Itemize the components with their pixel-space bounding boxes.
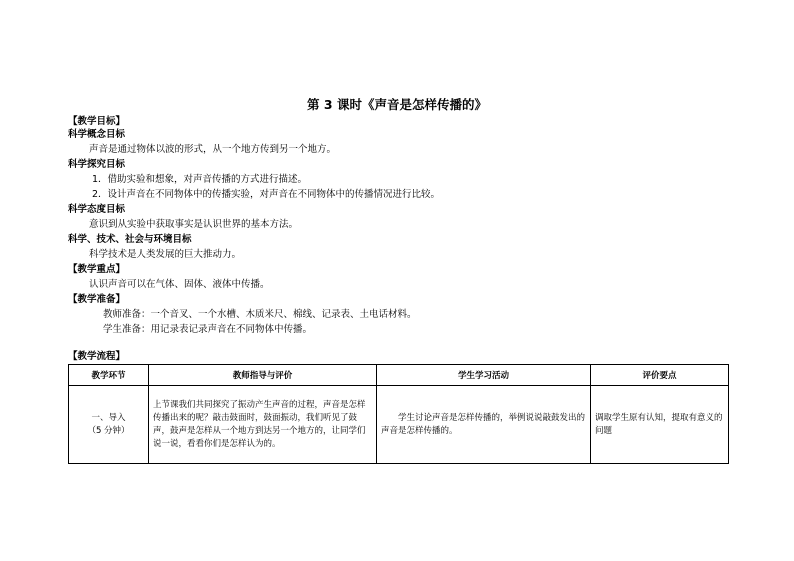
attitude-text: 意识到从实验中获取事实是认识世界的基本方法。 <box>89 219 299 230</box>
inquiry-item-2: 2．设计声音在不同物体中的传播实验，对声音在不同物体中的传播情况进行比较。 <box>92 189 441 200</box>
column-header-stage: 教学环节 <box>69 365 149 386</box>
student-preparation: 学生准备：用记录表记录声音在不同物体中传播。 <box>103 324 313 335</box>
inquiry-item-1: 1．借助实验和想象，对声音传播的方式进行描述。 <box>92 174 308 185</box>
attitude-heading: 科学态度目标 <box>68 204 126 215</box>
evaluation-cell: 调取学生原有认知，提取有意义的问题 <box>591 386 729 464</box>
key-points-text: 认识声音可以在气体、固体、液体中传播。 <box>89 279 270 290</box>
table-row <box>69 386 729 464</box>
flow-heading: 【教学流程】 <box>68 351 126 362</box>
stage-duration: （5 分钟） <box>87 425 130 436</box>
column-header-evaluation: 评价要点 <box>591 365 729 386</box>
column-header-student: 学生学习活动 <box>377 365 591 386</box>
concept-heading: 科学概念目标 <box>68 129 126 140</box>
teacher-preparation: 教师准备：一个音叉、一个水槽、木质米尺、棉线、记录表、土电话材料。 <box>103 309 417 320</box>
inquiry-heading: 科学探究目标 <box>68 159 126 170</box>
page-title: 第 3 课时《声音是怎样传播的》 <box>307 97 487 112</box>
student-activity-cell: 学生讨论声音是怎样传播的，举例说说敲鼓发出的声音是怎样传播的。 <box>377 386 591 464</box>
teaching-flow-table <box>68 364 729 464</box>
goals-header: 【教学目标】 <box>68 116 126 127</box>
teacher-guidance-cell: 上节课我们共同探究了振动产生声音的过程，声音是怎样传播出来的呢？敲击鼓面时，鼓面振动，我们听见了鼓声，鼓声是怎样从一个地方到达另一个地方的，让同学们说一说，看看你们是怎样认为的。 <box>149 386 377 464</box>
sts-heading: 科学、技术、社会与环境目标 <box>68 234 192 245</box>
column-header-teacher: 教师指导与评价 <box>149 365 377 386</box>
table-header-row <box>69 365 729 386</box>
stage-cell <box>69 386 149 464</box>
concept-text: 声音是通过物体以波的形式，从一个地方传到另一个地方。 <box>89 144 337 155</box>
key-points-heading: 【教学重点】 <box>68 264 126 275</box>
sts-text: 科学技术是人类发展的巨大推动力。 <box>89 249 242 260</box>
preparation-heading: 【教学准备】 <box>68 294 126 305</box>
stage-name: 一、导入 <box>91 412 126 423</box>
